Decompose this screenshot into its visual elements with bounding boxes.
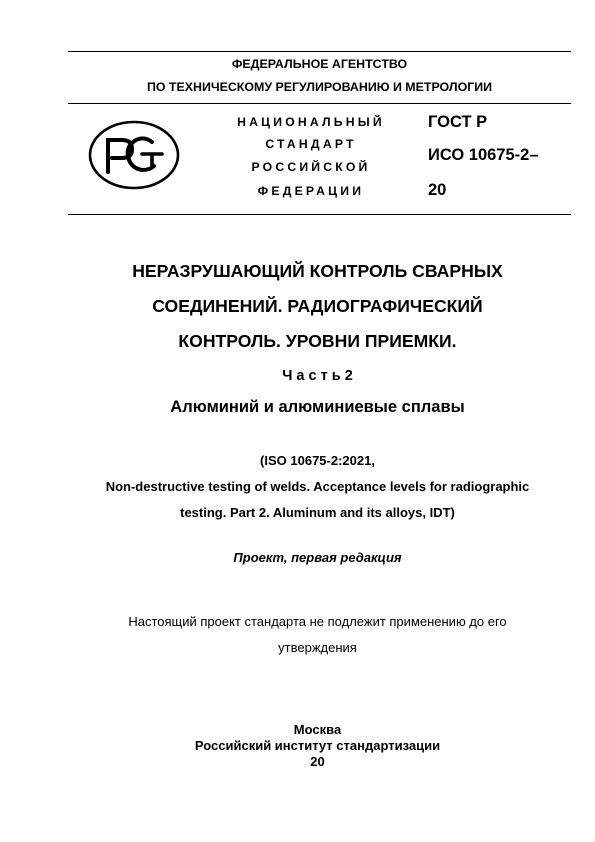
title-line-2: СОЕДИНЕНИЙ. РАДИОГРАФИЧЕСКИЙ bbox=[152, 296, 483, 316]
draft-note: Проект, первая редакция bbox=[233, 550, 402, 565]
rst-certification-mark-icon bbox=[86, 118, 182, 192]
notice-line-2: утверждения bbox=[278, 640, 357, 655]
subtitle: Алюминий и алюминиевые сплавы bbox=[170, 398, 465, 416]
standard-type-line-1: НАЦИОНАЛЬНЫЙ bbox=[237, 115, 385, 129]
iso-reference-line-3: testing. Part 2. Aluminum and its alloys, IDT) bbox=[180, 505, 455, 520]
designation-line-2: ИСО 10675-2– bbox=[428, 146, 539, 164]
header-bottom-rule bbox=[68, 214, 571, 215]
designation-line-3: 20 bbox=[428, 181, 447, 199]
title-line-1: НЕРАЗРУШАЮЩИЙ КОНТРОЛЬ СВАРНЫХ bbox=[132, 261, 503, 281]
designation-line-1: ГОСТ Р bbox=[428, 113, 488, 131]
top-rule bbox=[68, 51, 571, 52]
agency-line-1: ФЕДЕРАЛЬНОЕ АГЕНТСТВО bbox=[231, 57, 408, 71]
imprint-year: 20 bbox=[310, 754, 325, 769]
standard-type-line-4: ФЕДЕРАЦИИ bbox=[257, 184, 365, 198]
standard-type-line-3: РОССИЙСКОЙ bbox=[251, 160, 371, 174]
notice-line-1: Настоящий проект стандарта не подлежит применению до его bbox=[128, 614, 507, 629]
title-line-3: КОНТРОЛЬ. УРОВНИ ПРИЕМКИ. bbox=[178, 331, 457, 351]
iso-reference-line-1: (ISO 10675-2:2021, bbox=[260, 453, 375, 468]
part-label: Ч а с т ь 2 bbox=[282, 368, 353, 384]
imprint-institute: Российский институт стандартизации bbox=[194, 738, 441, 753]
agency-line-2: ПО ТЕХНИЧЕСКОМУ РЕГУЛИРОВАНИЮ И МЕТРОЛОГИИ bbox=[146, 80, 493, 94]
rst-logo bbox=[86, 118, 182, 192]
iso-reference-line-2: Non-destructive testing of welds. Acceptance levels for radiographic bbox=[105, 479, 530, 494]
agency-divider-rule bbox=[68, 103, 571, 104]
imprint-city: Москва bbox=[293, 722, 342, 737]
standard-type-line-2: СТАНДАРТ bbox=[265, 137, 357, 151]
